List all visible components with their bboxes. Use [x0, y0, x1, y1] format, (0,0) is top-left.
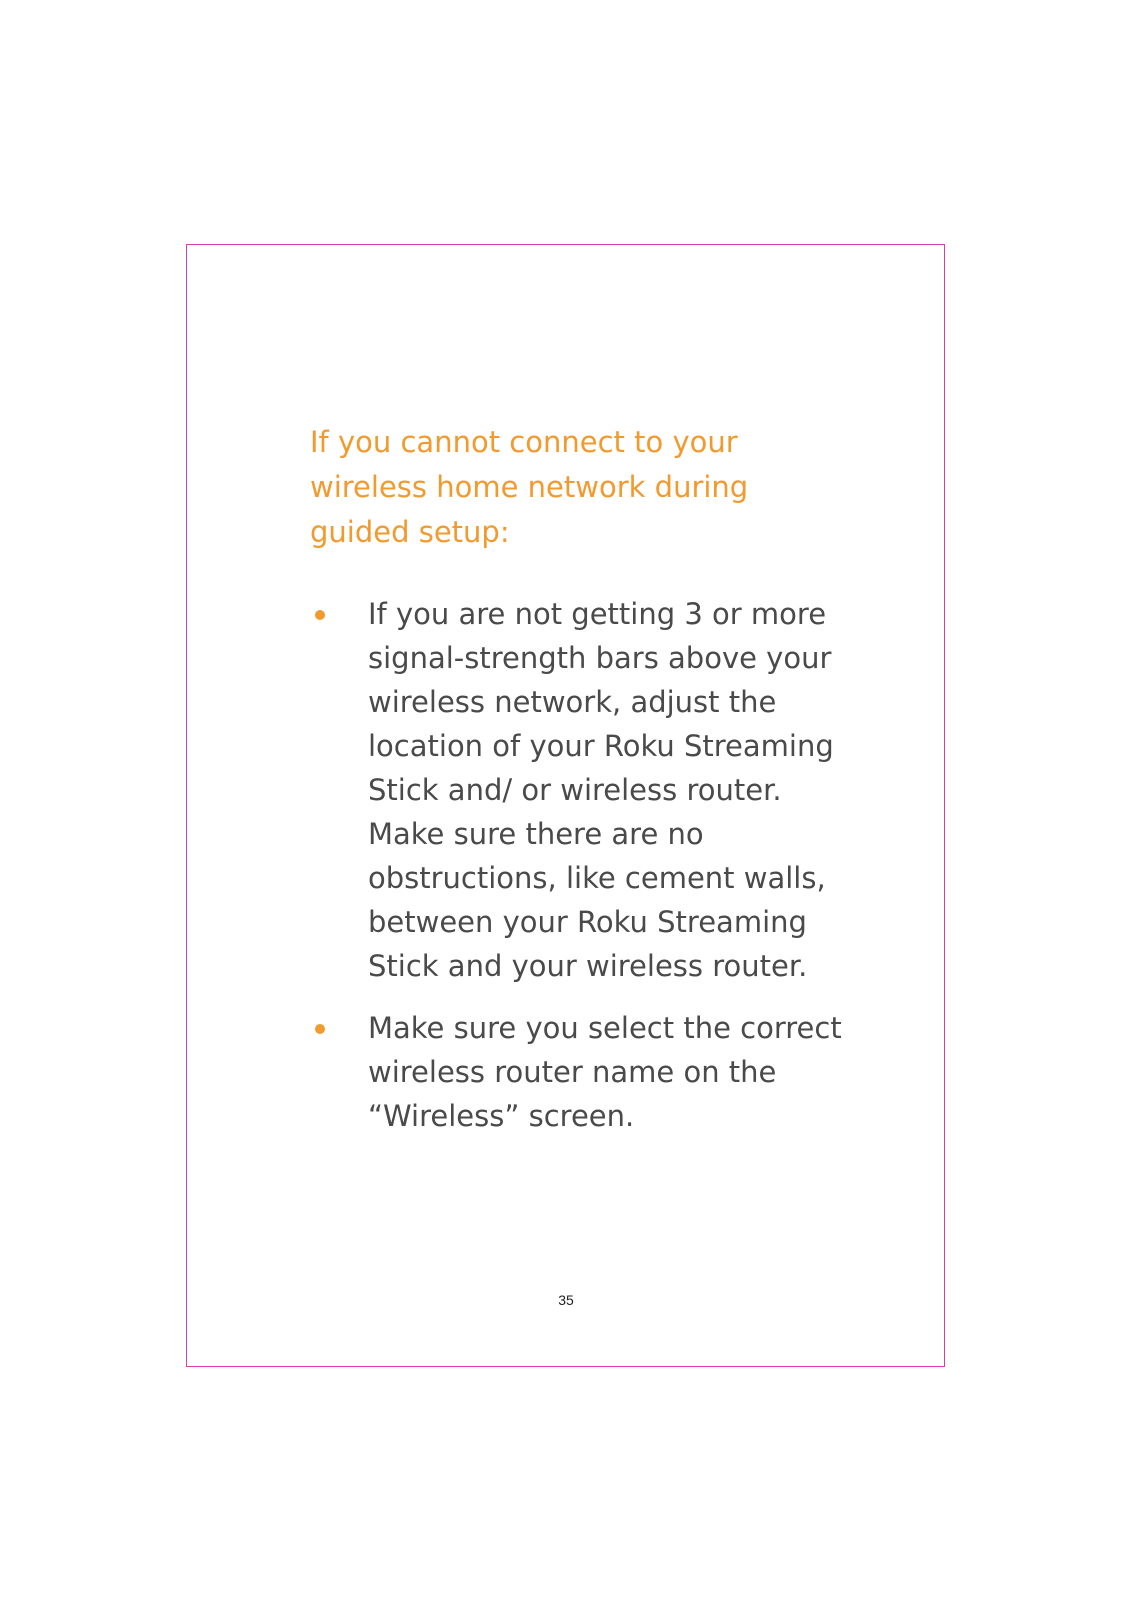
list-item [310, 592, 870, 988]
bullet-icon [315, 1024, 325, 1034]
troubleshooting-list [310, 592, 870, 1138]
list-item-text: If you are not getting 3 or more signal-strength bars above your wireless network, adjust the location of your Roku Streaming Stick and/ or wireless router. Make sure there are no obstructions, like cement walls, between your Roku Streaming Stick and your wireless router. [368, 597, 834, 983]
page-number: 35 [558, 1292, 574, 1308]
list-item [310, 1006, 870, 1138]
section-heading: If you cannot connect to your wireless home network during guided setup: [310, 425, 749, 549]
list-item-text: Make sure you select the correct wireless router name on the “Wireless” screen. [368, 1011, 842, 1133]
bullet-icon [315, 610, 325, 620]
